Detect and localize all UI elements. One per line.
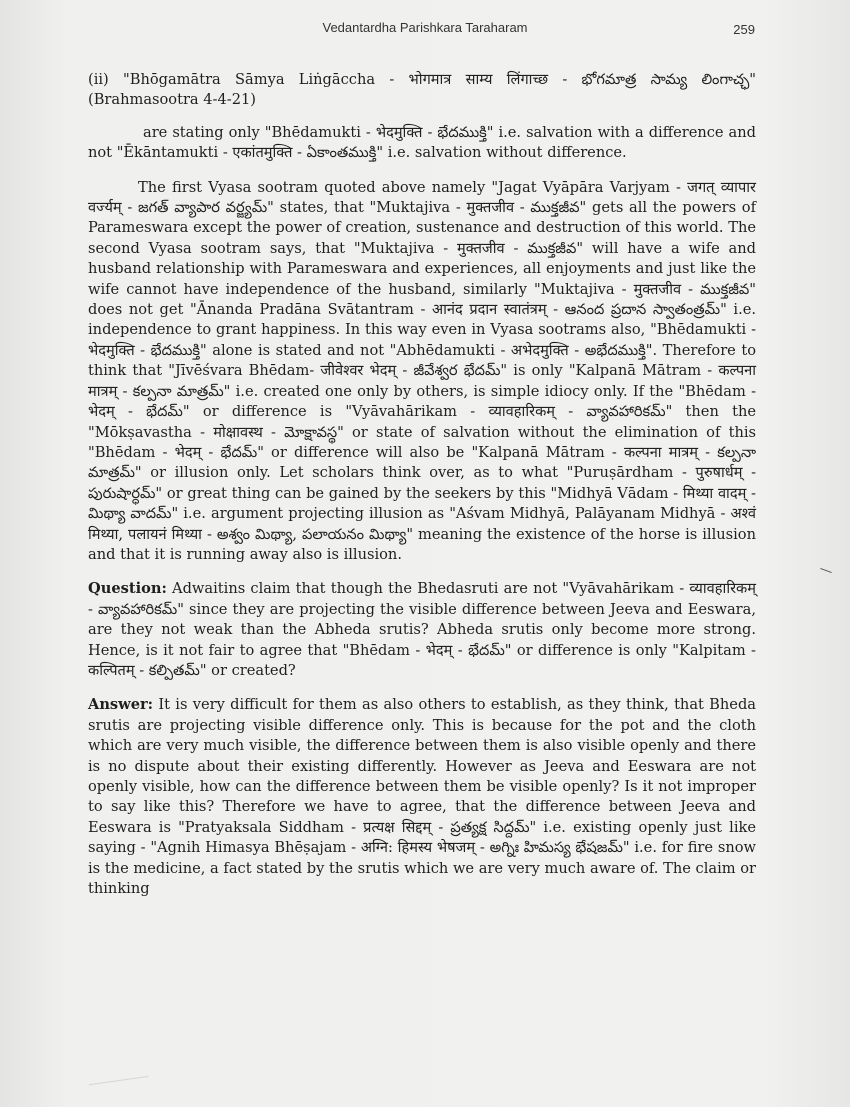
paragraph-salvation-types: are stating only "Bhēdamukti - भेदमुक्ति - భేదముక్తి" i.e. salvation with a difference and not "Ēkāntamukti - एकांतमुक्ति - ఏకాంతముక్తి" i.e. salvation without difference. [88,123,756,162]
running-header [0,20,850,40]
sutra-citation: (ii) "Bhōgamātra Sāmya Liṅgāccha - भोगमात्र साम्य लिंगाच्छ - భోగమాత్ర సామ్య లింగాచ్ఛ" (Brahmasootra 4-4-21) [88,71,756,109]
paragraph-vyasa-sootram: The first Vyasa sootram quoted above namely "Jagat Vyāpāra Varjyam - जगत् व्यापार वर्ज्यम् - జగత్ వ్యాపార వర్జ్యమ్" states, that "Muktajiva - मुक्तजीव - ముక్తజీవ" gets all the powers of Parameswara except the power of creation, sustenance and destruction of this world. The second Vyasa sootram says, that "Muktajiva - मुक्तजीव - ముక్తజీవ" will have a wife and husband relationship with Parameswara and experiences, all enjoyments and just like the wife cannot have independence of the husband, similarly "Muktajiva - मुक्तजीव - ముక్తజీవ" does not get "Ānanda Pradāna Svātantram - आनंद प्रदान स्वातंत्रम् - ఆనంద ప్రదాన స్వాతంత్రమ్" i.e. independence to grant happiness. In this way even in Vyasa sootrams also, "Bhēdamukti - भेदमुक्ति - భేదముక్తి" alone is stated and not "Abhēdamukti - अभेदमुक्ति - అభేదముక్తి". Therefore to think that "Jīvēśvara Bhēdam- जीवेश्वर भेदम् - జీవేశ్వర భేదమ్" is only "Kalpanā Mātram - कल्पना मात्रम् - కల్పనా మాత్రమ్" i.e. created one only by others, is simple idiocy only. If the "Bhēdam - भेदम् - భేదమ్" or difference is "Vyāvahārikam - व्यावहारिकम् - వ్యావహారికమ్" then the "Mōkṣavastha - मोक्षावस्थ - మోక్షావస్థ" or state of salvation without the elimination of this "Bhēdam - भेदम् - భేదమ్" or difference will also be "Kalpanā Mātram - कल्पना मात्रम् - కల్పనా మాత్రమ్" or illusion only. Let scholars think over, as to what "Puruṣārdham - पुरुषार्धम् - పురుషార్ధమ్" or great thing can be gained by the seekers by this "Midhyā Vādam - मिथ्या वादम् - మిథ్యా వాదమ్" i.e. argument projecting illusion as "Aśvam Midhyā, Palāyanam Midhyā - अश्वं मिथ्या, पलायनं मिथ्या - అశ్వం మిథ్యా, పలాయనం మిథ్యా" meaning the existence of the horse is illusion and that it is running away also is illusion. [88,178,756,563]
book-title: Vedantardha Parishkara Taraharam [322,20,528,35]
page-number: 259 [733,22,755,37]
answer-text: It is very difficult for them as also others to establish, as they think, that Bheda srutis are projecting visible difference only. This is because for the pot and the cloth which are very much visible, the difference between them is also visible openly and there is no dispute about their existing differently. However as Jeeva and Eeswara are not openly visible, how can the difference between them be visible openly? Is it not improper to say like this? Therefore we have to agree, that the difference between Jeeva and Eeswara is "Pratyaksala Siddham - प्रत्यक्ष सिद्दम् - ప్రత్యక్ష సిద్దమ్" i.e. existing openly just like saying - "Agnih Himasya Bhēṣajam - अग्नि: हिमस्य भेषजम् - అగ్నిః హిమస్య భేషజమ్" i.e. for fire snow is the medicine, a fact stated by the srutis which we are very much aware of. The claim or thinking [88,696,756,898]
margin-mark [820,568,832,573]
page-body [88,70,756,899]
question-text: Adwaitins claim that though the Bhedasruti are not "Vyāvahārikam - व्यावहारिकम् - వ్యావహారికమ్" since they are projecting the visible difference between Jeeva and Eeswara, are they not weak than the Abheda srutis? Abheda srutis only become more strong. Hence, is it not fair to agree that "Bhēdam - भेदम् - భేదమ్" or difference is only "Kalpitam - कल्पितम् - కల్పితమ్" or created? [88,580,756,679]
answer-label: Answer: [88,696,154,714]
question-paragraph [88,579,756,681]
question-label: Question: [88,580,167,598]
pencil-mark [89,1076,151,1103]
answer-paragraph [88,695,756,899]
